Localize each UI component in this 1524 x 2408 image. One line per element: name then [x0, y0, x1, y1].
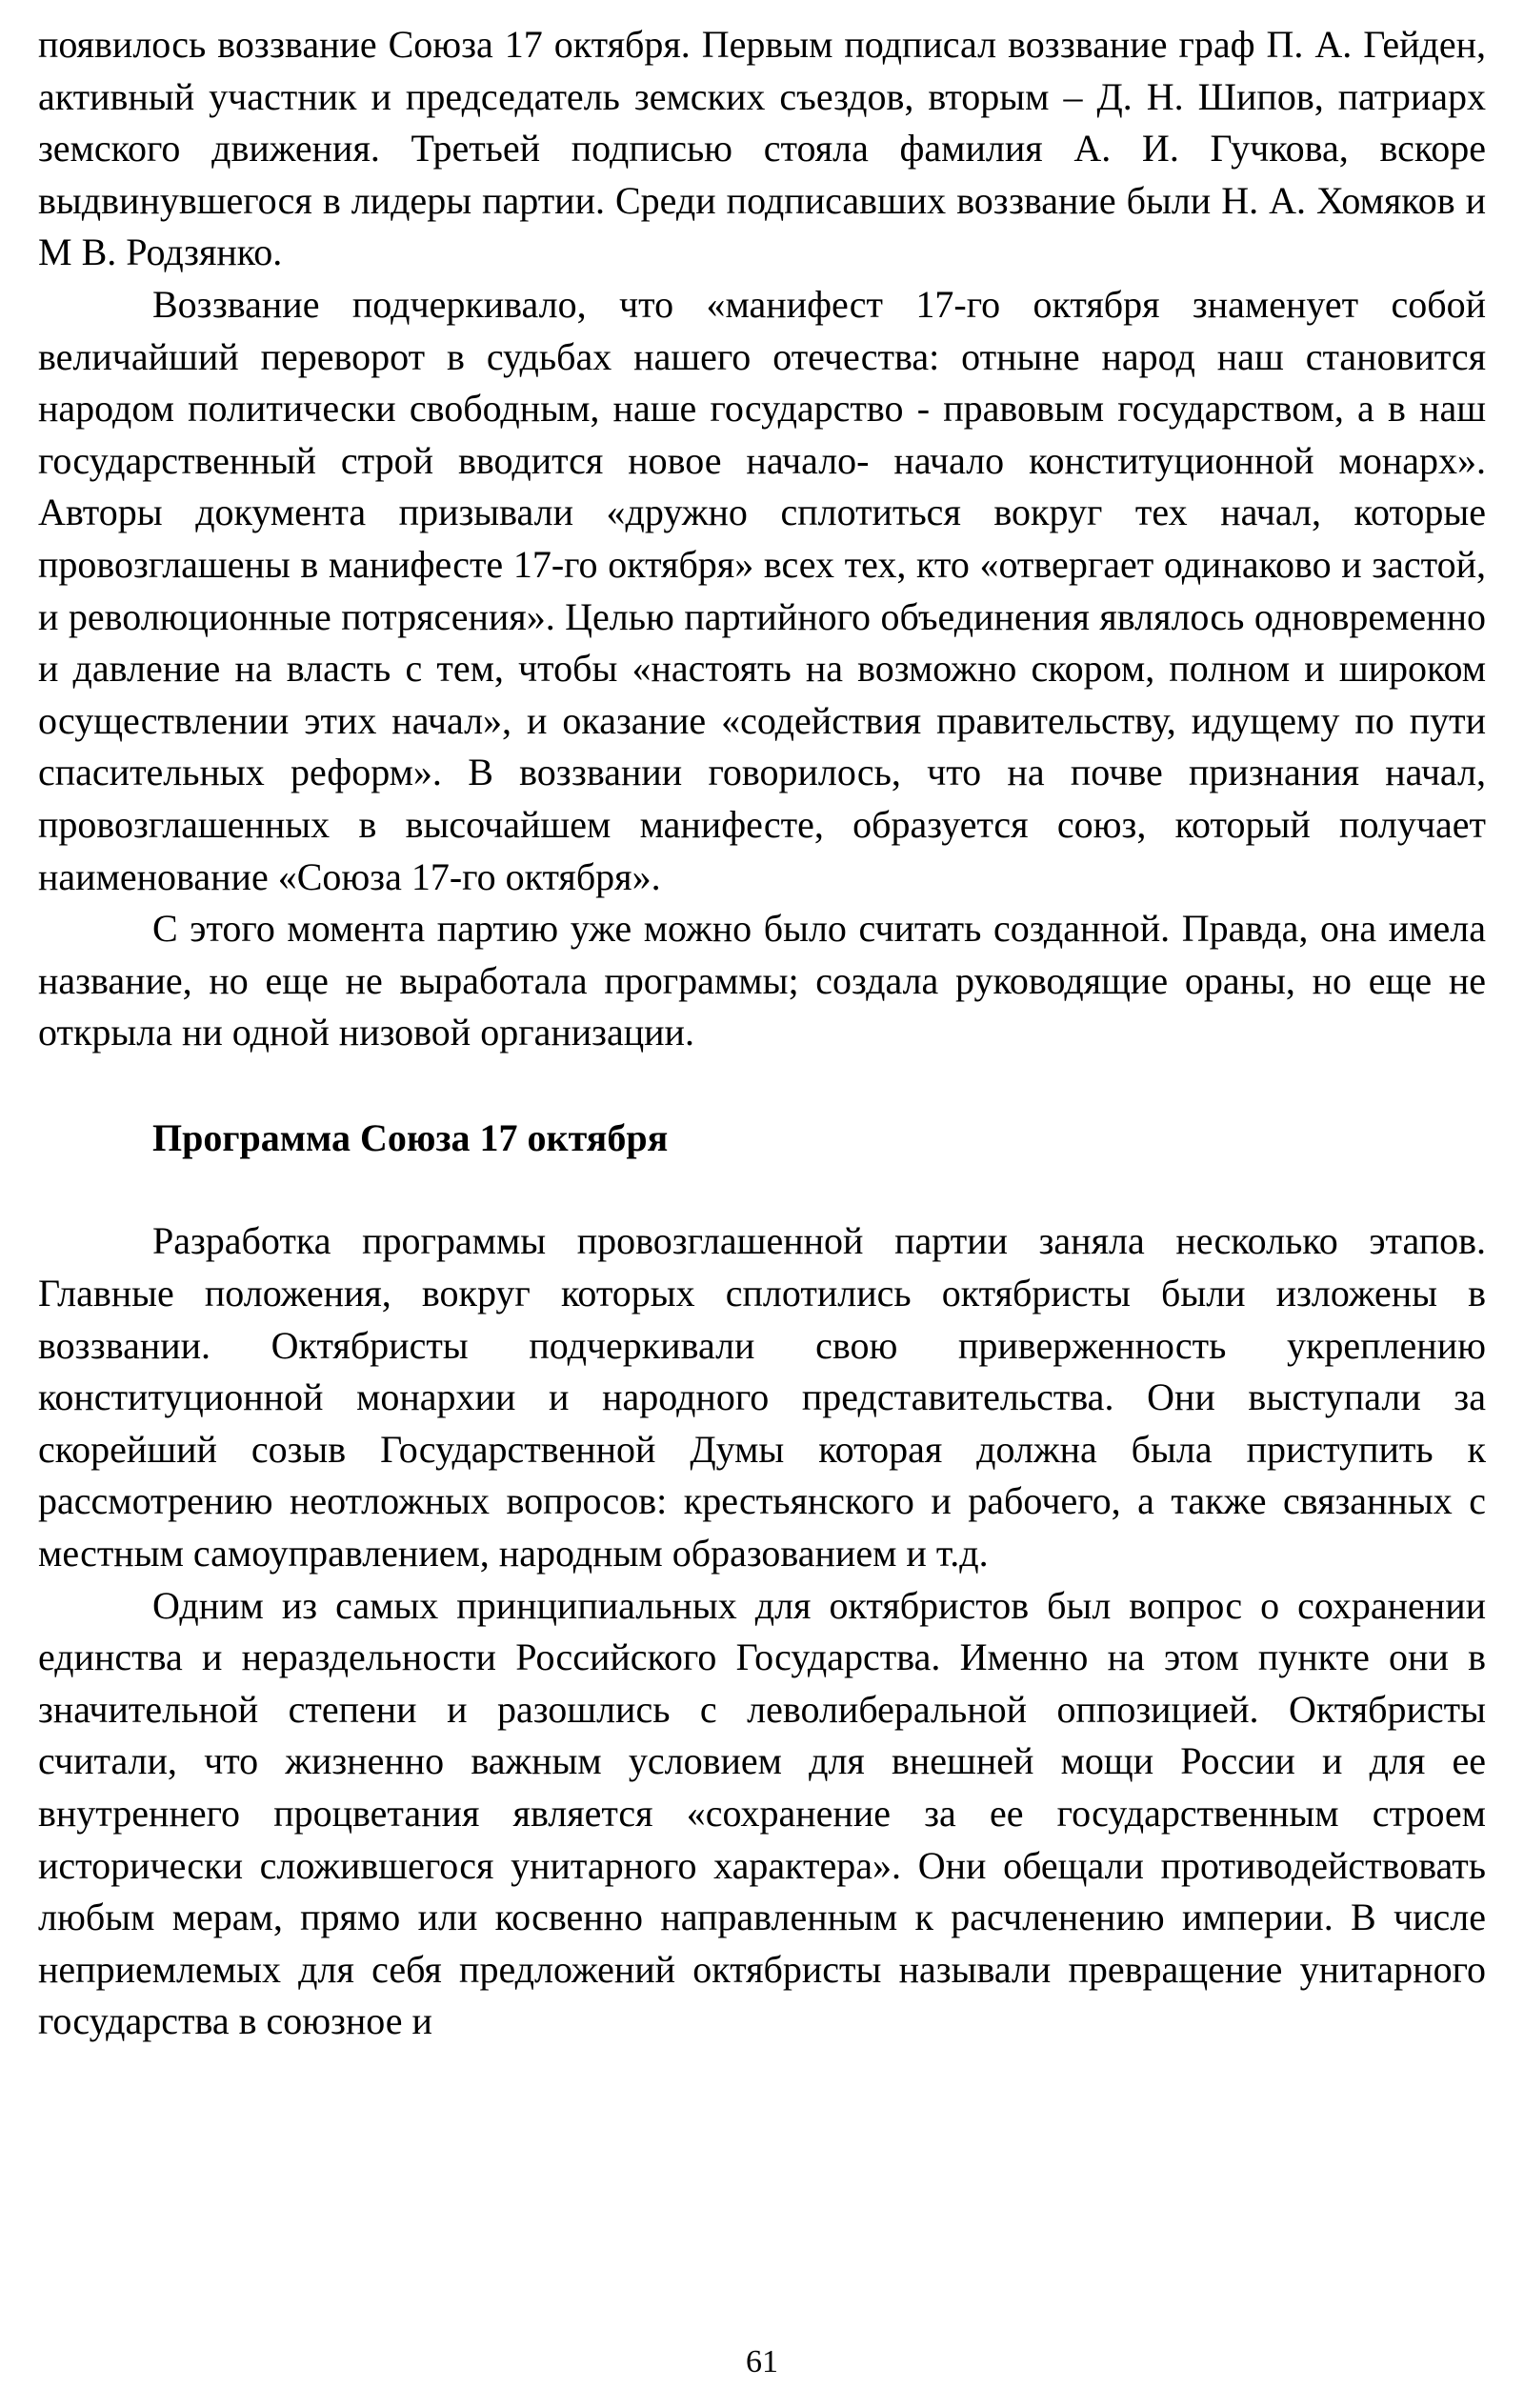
page-number: 61	[746, 2344, 778, 2379]
paragraph-3: С этого момента партию уже можно было считать созданной. Правда, она имела название, но еще не выработала программы; создала руководящие ораны, но еще не открыла ни одной низовой организации.	[38, 907, 1486, 1054]
document-page	[38, 19, 1486, 2389]
paragraph-2: Воззвание подчеркивало, что «манифест 17-го октября знаменует собой величайший переворот в судьбах нашего отечества: отныне народ наш становится народом политически свободным, наше государство - правовым государством, а в наш государственный строй вводится новое начало- начало конституционной монарх». Авторы документа призывали «дружно сплотиться вокруг тех начал, которые провозглашены в манифесте 17-го октября» всех тех, кто «отвергает одинаково и застой, и революционные потрясения». Целью партийного объединения являлось одновременно и давление на власть с тем, чтобы «настоять на возможно скором, полном и широком осуществлении этих начал», и оказание «содействия правительству, идущему по пути спасительных реформ». В воззвании говорилось, что на почве признания начал, провозглашенных в высочайшем манифесте, образуется союз, который получает наименование «Союза 17-го октября».	[38, 282, 1486, 898]
spacer	[38, 1164, 1486, 1215]
section-heading: Программа Союза 17 октября	[152, 1115, 669, 1159]
paragraph-5: Одним из самых принципиальных для октябристов был вопрос о сохранении единства и нераздельности Российского Государства. Именно на этом пункте они в значительной степени и разошлись с леволиберальной оппозицией. Октябристы считали, что жизненно важным условием для внешней мощи России и для ее внутреннего процветания является «сохранение за ее государственным строем исторически сложившегося унитарного характера». Они обещали противодействовать любым мерам, прямо или косвенно направленным к расчленению империи. В числе неприемлемых для себя предложений октябристы называли превращение унитарного государства в союзное и	[38, 1583, 1486, 2043]
spacer	[38, 1059, 1486, 1113]
paragraph-1: появилось воззвание Союза 17 октября. Первым подписал воззвание граф П. А. Гейден, активный участник и председатель земских съездов, вторым – Д. Н. Шипов, патриарх земского движения. Третьей подписью стояла фамилия А. И. Гучкова, вскоре выдвинувшегося в лидеры партии. Среди подписавших воззвание были Н. А. Хомяков и М В. Родзянко.	[38, 23, 1486, 274]
paragraph-4: Разработка программы провозглашенной партии заняла несколько этапов. Главные положения, вокруг которых сплотились октябристы были изложены в воззвании. Октябристы подчеркивали свою приверженность укреплению конституционной монархии и народного представительства. Они выступали за скорейший созыв Государственной Думы которая должна была приступить к рассмотрению неотложных вопросов: крестьянского и рабочего, а также связанных с местным самоуправлением, народным образованием и т.д.	[38, 1219, 1486, 1575]
